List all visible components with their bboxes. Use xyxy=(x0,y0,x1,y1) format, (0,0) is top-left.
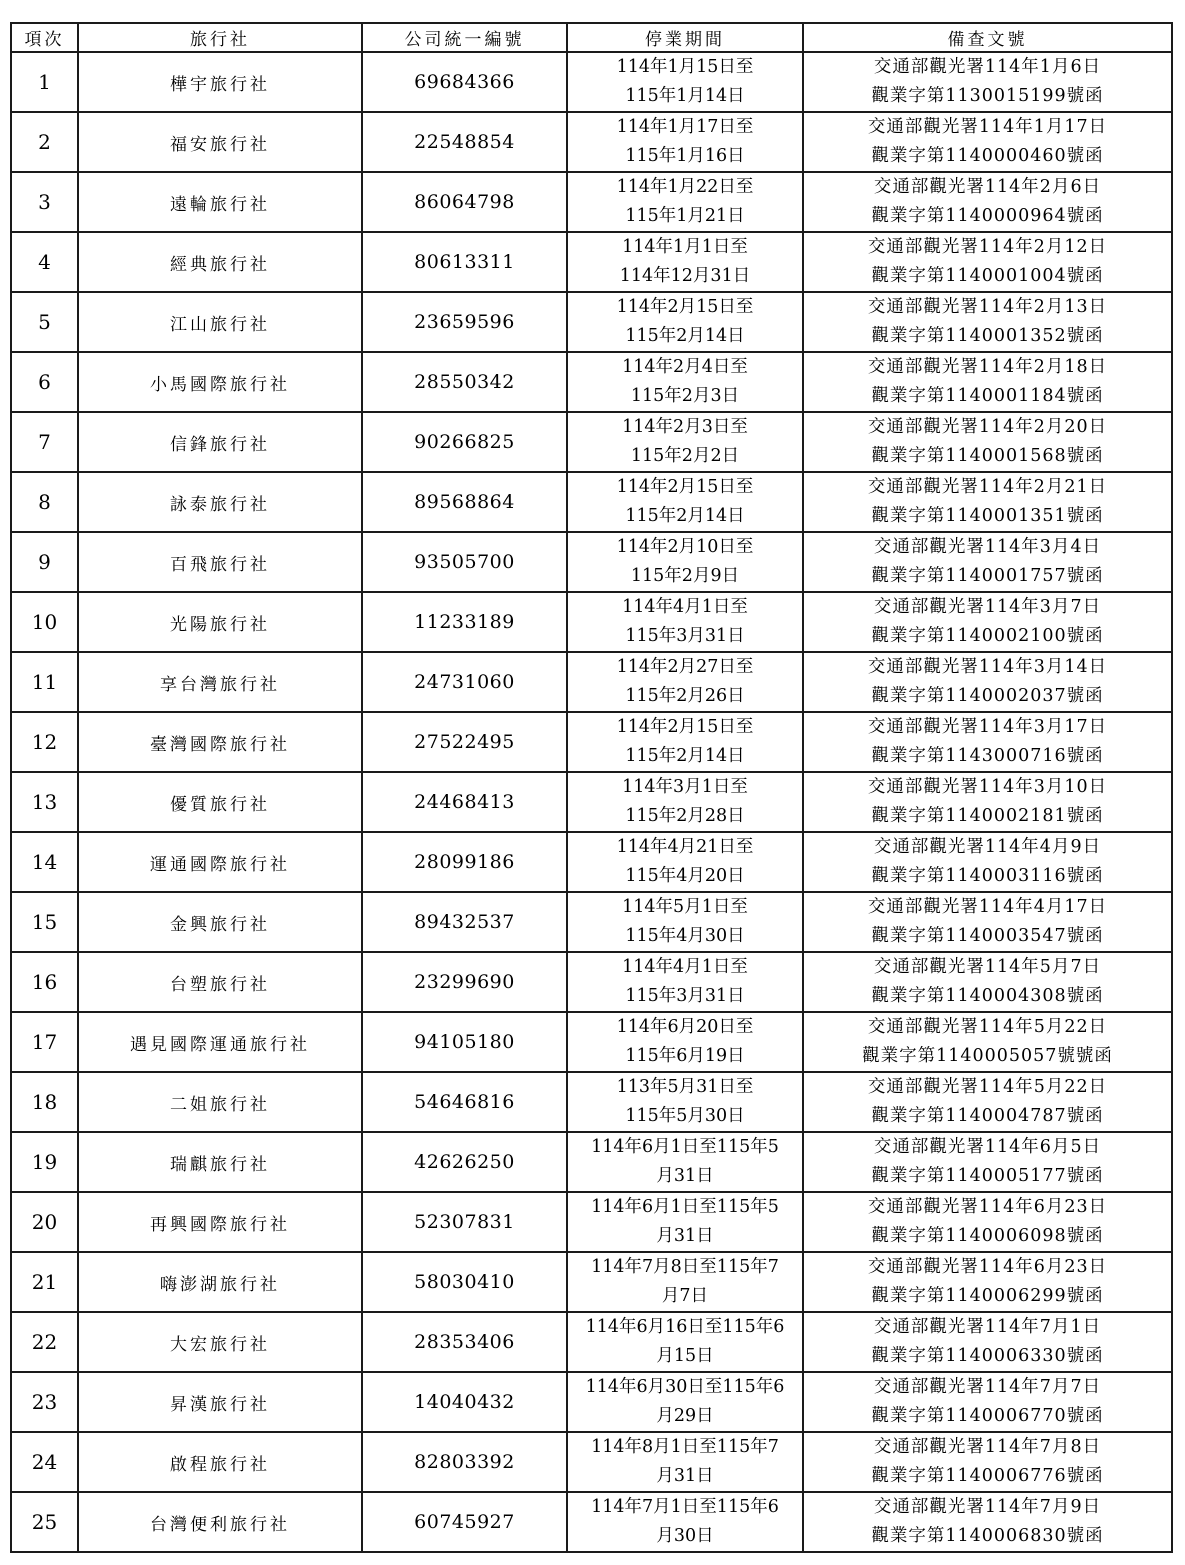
suspension-period xyxy=(567,1372,803,1432)
period-line-1: 113年5月31日至 xyxy=(616,1077,754,1097)
doc-line-1: 交通部觀光署114年5月7日 xyxy=(873,957,1102,977)
suspension-period xyxy=(567,1492,803,1552)
agency-name: 享台灣旅行社 xyxy=(78,652,362,712)
tax-id: 28099186 xyxy=(362,832,567,892)
tax-id: 42626250 xyxy=(362,1132,567,1192)
agency-name: 台塑旅行社 xyxy=(78,952,362,1012)
item-number: 9 xyxy=(11,532,78,592)
doc-line-1: 交通部觀光署114年6月5日 xyxy=(873,1137,1102,1157)
table-row xyxy=(11,1132,1172,1192)
doc-line-2: 觀業字第1140006299號函 xyxy=(871,1286,1104,1306)
table-row xyxy=(11,1372,1172,1432)
agency-name: 遠輪旅行社 xyxy=(78,172,362,232)
period-line-1: 114年6月20日至 xyxy=(616,1017,754,1037)
doc-line-2: 觀業字第1140001004號函 xyxy=(871,266,1104,286)
doc-line-2: 觀業字第1140001184號函 xyxy=(871,386,1104,406)
period-line-2: 115年2月14日 xyxy=(625,746,745,766)
header-row xyxy=(11,23,1172,52)
table-row xyxy=(11,1012,1172,1072)
item-number: 21 xyxy=(11,1252,78,1312)
doc-line-1: 交通部觀光署114年3月10日 xyxy=(867,777,1108,797)
period-line-1: 114年6月16日至115年6 xyxy=(585,1317,785,1337)
reference-doc xyxy=(803,1012,1172,1072)
period-line-2: 115年2月9日 xyxy=(630,566,740,586)
doc-line-2: 觀業字第1140003547號函 xyxy=(871,926,1104,946)
suspension-period xyxy=(567,1072,803,1132)
period-line-2: 月29日 xyxy=(656,1406,714,1426)
doc-line-2: 觀業字第1140004308號函 xyxy=(871,986,1104,1006)
doc-line-1: 交通部觀光署114年6月23日 xyxy=(867,1197,1108,1217)
tax-id: 14040432 xyxy=(362,1372,567,1432)
item-number: 10 xyxy=(11,592,78,652)
item-number: 13 xyxy=(11,772,78,832)
suspension-period xyxy=(567,712,803,772)
tax-id: 28353406 xyxy=(362,1312,567,1372)
doc-line-2: 觀業字第1140003116號函 xyxy=(871,866,1104,886)
doc-line-1: 交通部觀光署114年3月17日 xyxy=(867,717,1108,737)
reference-doc xyxy=(803,412,1172,472)
table-row xyxy=(11,832,1172,892)
agency-name: 詠泰旅行社 xyxy=(78,472,362,532)
tax-id: 82803392 xyxy=(362,1432,567,1492)
period-line-1: 114年6月1日至115年5 xyxy=(591,1137,779,1157)
item-number: 1 xyxy=(11,52,78,112)
suspension-period xyxy=(567,592,803,652)
period-line-1: 114年7月1日至115年6 xyxy=(591,1497,779,1517)
period-line-2: 115年2月3日 xyxy=(630,386,740,406)
item-number: 2 xyxy=(11,112,78,172)
reference-doc xyxy=(803,592,1172,652)
tax-id: 23299690 xyxy=(362,952,567,1012)
tax-id: 93505700 xyxy=(362,532,567,592)
doc-line-1: 交通部觀光署114年7月1日 xyxy=(873,1317,1102,1337)
item-number: 15 xyxy=(11,892,78,952)
tax-id: 89432537 xyxy=(362,892,567,952)
reference-doc xyxy=(803,892,1172,952)
agency-name: 福安旅行社 xyxy=(78,112,362,172)
header-agency: 旅行社 xyxy=(78,23,362,52)
period-line-2: 115年1月16日 xyxy=(625,146,745,166)
header-reference-doc: 備查文號 xyxy=(803,23,1172,52)
period-line-2: 115年1月14日 xyxy=(625,86,745,106)
doc-line-1: 交通部觀光署114年4月9日 xyxy=(873,837,1102,857)
table-row xyxy=(11,532,1172,592)
reference-doc xyxy=(803,712,1172,772)
suspension-period xyxy=(567,112,803,172)
suspension-period xyxy=(567,232,803,292)
item-number: 12 xyxy=(11,712,78,772)
doc-line-1: 交通部觀光署114年6月23日 xyxy=(867,1257,1108,1277)
table-row xyxy=(11,472,1172,532)
reference-doc xyxy=(803,952,1172,1012)
period-line-2: 115年3月31日 xyxy=(625,626,745,646)
tax-id: 89568864 xyxy=(362,472,567,532)
agency-name: 瑞麒旅行社 xyxy=(78,1132,362,1192)
doc-line-2: 觀業字第1140000964號函 xyxy=(871,206,1104,226)
reference-doc xyxy=(803,1312,1172,1372)
agency-name: 運通國際旅行社 xyxy=(78,832,362,892)
reference-doc xyxy=(803,1132,1172,1192)
agency-name: 再興國際旅行社 xyxy=(78,1192,362,1252)
period-line-1: 114年1月1日至 xyxy=(622,237,748,257)
item-number: 11 xyxy=(11,652,78,712)
reference-doc xyxy=(803,532,1172,592)
period-line-1: 114年8月1日至115年7 xyxy=(591,1437,779,1457)
item-number: 16 xyxy=(11,952,78,1012)
table-row xyxy=(11,292,1172,352)
doc-line-2: 觀業字第1140006776號函 xyxy=(871,1466,1104,1486)
period-line-2: 115年2月2日 xyxy=(630,446,740,466)
doc-line-1: 交通部觀光署114年3月4日 xyxy=(873,537,1102,557)
item-number: 8 xyxy=(11,472,78,532)
period-line-1: 114年6月30日至115年6 xyxy=(585,1377,785,1397)
agency-name: 臺灣國際旅行社 xyxy=(78,712,362,772)
agency-name: 光陽旅行社 xyxy=(78,592,362,652)
agency-name: 二姐旅行社 xyxy=(78,1072,362,1132)
reference-doc xyxy=(803,1072,1172,1132)
reference-doc xyxy=(803,52,1172,112)
reference-doc xyxy=(803,652,1172,712)
doc-line-1: 交通部觀光署114年1月17日 xyxy=(867,117,1108,137)
period-line-2: 115年2月28日 xyxy=(625,806,745,826)
agency-name: 優質旅行社 xyxy=(78,772,362,832)
period-line-1: 114年2月15日至 xyxy=(616,717,754,737)
doc-line-2: 觀業字第1140006098號函 xyxy=(871,1226,1104,1246)
suspension-period xyxy=(567,172,803,232)
agency-name: 嗨澎湖旅行社 xyxy=(78,1252,362,1312)
reference-doc xyxy=(803,472,1172,532)
item-number: 25 xyxy=(11,1492,78,1552)
period-line-2: 115年1月21日 xyxy=(625,206,745,226)
table-row xyxy=(11,352,1172,412)
reference-doc xyxy=(803,1372,1172,1432)
doc-line-2: 觀業字第1140005057號號函 xyxy=(862,1046,1113,1066)
doc-line-2: 觀業字第1140002100號函 xyxy=(871,626,1104,646)
doc-line-1: 交通部觀光署114年5月22日 xyxy=(867,1017,1108,1037)
header-item-no: 項次 xyxy=(11,23,78,52)
period-line-2: 月7日 xyxy=(661,1286,709,1306)
item-number: 18 xyxy=(11,1072,78,1132)
suspension-period xyxy=(567,1252,803,1312)
agency-name: 昇漢旅行社 xyxy=(78,1372,362,1432)
table-row xyxy=(11,172,1172,232)
item-number: 7 xyxy=(11,412,78,472)
header-tax-id: 公司統一編號 xyxy=(362,23,567,52)
doc-line-2: 觀業字第1143000716號函 xyxy=(871,746,1104,766)
table-row xyxy=(11,52,1172,112)
table-row xyxy=(11,1432,1172,1492)
doc-line-1: 交通部觀光署114年2月21日 xyxy=(867,477,1108,497)
period-line-1: 114年4月21日至 xyxy=(616,837,754,857)
item-number: 23 xyxy=(11,1372,78,1432)
doc-line-1: 交通部觀光署114年4月17日 xyxy=(867,897,1108,917)
doc-line-2: 觀業字第1140001568號函 xyxy=(871,446,1104,466)
item-number: 19 xyxy=(11,1132,78,1192)
period-line-1: 114年2月3日至 xyxy=(622,417,748,437)
reference-doc xyxy=(803,172,1172,232)
agency-name: 樺宇旅行社 xyxy=(78,52,362,112)
suspension-period xyxy=(567,472,803,532)
table-row xyxy=(11,712,1172,772)
tax-id: 60745927 xyxy=(362,1492,567,1552)
doc-line-1: 交通部觀光署114年7月8日 xyxy=(873,1437,1102,1457)
table-row xyxy=(11,652,1172,712)
period-line-2: 115年4月30日 xyxy=(625,926,745,946)
item-number: 6 xyxy=(11,352,78,412)
agency-name: 經典旅行社 xyxy=(78,232,362,292)
tax-id: 24468413 xyxy=(362,772,567,832)
table-row xyxy=(11,1252,1172,1312)
doc-line-2: 觀業字第1140001352號函 xyxy=(871,326,1104,346)
tax-id: 80613311 xyxy=(362,232,567,292)
table-row xyxy=(11,1192,1172,1252)
item-number: 14 xyxy=(11,832,78,892)
table-row xyxy=(11,592,1172,652)
table-row xyxy=(11,1072,1172,1132)
doc-line-2: 觀業字第1140006770號函 xyxy=(871,1406,1104,1426)
period-line-2: 月30日 xyxy=(656,1526,714,1546)
doc-line-1: 交通部觀光署114年2月20日 xyxy=(867,417,1108,437)
period-line-2: 115年2月14日 xyxy=(625,506,745,526)
period-line-2: 月31日 xyxy=(656,1226,714,1246)
period-line-1: 114年7月8日至115年7 xyxy=(591,1257,779,1277)
suspension-period xyxy=(567,832,803,892)
suspension-period xyxy=(567,1312,803,1372)
tax-id: 58030410 xyxy=(362,1252,567,1312)
doc-line-1: 交通部觀光署114年2月6日 xyxy=(873,177,1102,197)
period-line-2: 114年12月31日 xyxy=(619,266,751,286)
period-line-1: 114年5月1日至 xyxy=(622,897,748,917)
item-number: 3 xyxy=(11,172,78,232)
tax-id: 94105180 xyxy=(362,1012,567,1072)
period-line-2: 月15日 xyxy=(656,1346,714,1366)
table-row xyxy=(11,772,1172,832)
tax-id: 24731060 xyxy=(362,652,567,712)
table-row xyxy=(11,412,1172,472)
agency-name: 小馬國際旅行社 xyxy=(78,352,362,412)
period-line-1: 114年2月10日至 xyxy=(616,537,754,557)
period-line-1: 114年3月1日至 xyxy=(622,777,748,797)
doc-line-2: 觀業字第1140001757號函 xyxy=(871,566,1104,586)
agency-name: 啟程旅行社 xyxy=(78,1432,362,1492)
tax-id: 90266825 xyxy=(362,412,567,472)
doc-line-2: 觀業字第1140001351號函 xyxy=(871,506,1104,526)
period-line-1: 114年6月1日至115年5 xyxy=(591,1197,779,1217)
item-number: 20 xyxy=(11,1192,78,1252)
doc-line-1: 交通部觀光署114年2月13日 xyxy=(867,297,1108,317)
doc-line-2: 觀業字第1140000460號函 xyxy=(871,146,1104,166)
doc-line-1: 交通部觀光署114年1月6日 xyxy=(873,57,1102,77)
suspension-period xyxy=(567,52,803,112)
reference-doc xyxy=(803,772,1172,832)
suspension-period xyxy=(567,1432,803,1492)
suspension-period xyxy=(567,952,803,1012)
tax-id: 69684366 xyxy=(362,52,567,112)
table-row xyxy=(11,1492,1172,1552)
tax-id: 22548854 xyxy=(362,112,567,172)
tax-id: 23659596 xyxy=(362,292,567,352)
reference-doc xyxy=(803,112,1172,172)
item-number: 5 xyxy=(11,292,78,352)
travel-agency-suspension-table xyxy=(10,22,1173,1553)
agency-name: 信鋒旅行社 xyxy=(78,412,362,472)
period-line-2: 115年2月26日 xyxy=(625,686,745,706)
suspension-period xyxy=(567,352,803,412)
header-suspension-period: 停業期間 xyxy=(567,23,803,52)
period-line-1: 114年1月15日至 xyxy=(616,57,754,77)
period-line-1: 114年2月15日至 xyxy=(616,297,754,317)
table-header xyxy=(11,23,1172,52)
suspension-period xyxy=(567,1192,803,1252)
doc-line-2: 觀業字第1140005177號函 xyxy=(871,1166,1104,1186)
suspension-period xyxy=(567,892,803,952)
period-line-2: 115年4月20日 xyxy=(625,866,745,886)
period-line-2: 115年6月19日 xyxy=(625,1046,745,1066)
doc-line-1: 交通部觀光署114年7月7日 xyxy=(873,1377,1102,1397)
period-line-2: 月31日 xyxy=(656,1166,714,1186)
doc-line-1: 交通部觀光署114年3月14日 xyxy=(867,657,1108,677)
suspension-period xyxy=(567,1132,803,1192)
suspension-period xyxy=(567,1012,803,1072)
period-line-1: 114年2月27日至 xyxy=(616,657,754,677)
table-row xyxy=(11,112,1172,172)
tax-id: 28550342 xyxy=(362,352,567,412)
item-number: 22 xyxy=(11,1312,78,1372)
agency-name: 台灣便利旅行社 xyxy=(78,1492,362,1552)
table-row xyxy=(11,892,1172,952)
reference-doc xyxy=(803,1492,1172,1552)
period-line-1: 114年2月15日至 xyxy=(616,477,754,497)
reference-doc xyxy=(803,1192,1172,1252)
tax-id: 86064798 xyxy=(362,172,567,232)
doc-line-1: 交通部觀光署114年2月12日 xyxy=(867,237,1108,257)
doc-line-2: 觀業字第1140006830號函 xyxy=(871,1526,1104,1546)
period-line-2: 月31日 xyxy=(656,1466,714,1486)
period-line-1: 114年2月4日至 xyxy=(622,357,748,377)
period-line-1: 114年4月1日至 xyxy=(622,957,748,977)
suspension-period xyxy=(567,532,803,592)
item-number: 24 xyxy=(11,1432,78,1492)
period-line-1: 114年1月17日至 xyxy=(616,117,754,137)
doc-line-2: 觀業字第1130015199號函 xyxy=(871,86,1104,106)
reference-doc xyxy=(803,352,1172,412)
agency-name: 百飛旅行社 xyxy=(78,532,362,592)
doc-line-1: 交通部觀光署114年5月22日 xyxy=(867,1077,1108,1097)
item-number: 17 xyxy=(11,1012,78,1072)
period-line-1: 114年1月22日至 xyxy=(616,177,754,197)
agency-name: 遇見國際運通旅行社 xyxy=(78,1012,362,1072)
agency-name: 大宏旅行社 xyxy=(78,1312,362,1372)
reference-doc xyxy=(803,832,1172,892)
tax-id: 11233189 xyxy=(362,592,567,652)
doc-line-2: 觀業字第1140004787號函 xyxy=(871,1106,1104,1126)
tax-id: 54646816 xyxy=(362,1072,567,1132)
table-row xyxy=(11,1312,1172,1372)
period-line-1: 114年4月1日至 xyxy=(622,597,748,617)
suspension-period xyxy=(567,772,803,832)
period-line-2: 115年5月30日 xyxy=(625,1106,745,1126)
item-number: 4 xyxy=(11,232,78,292)
suspension-period xyxy=(567,412,803,472)
reference-doc xyxy=(803,232,1172,292)
doc-line-2: 觀業字第1140006330號函 xyxy=(871,1346,1104,1366)
doc-line-1: 交通部觀光署114年2月18日 xyxy=(867,357,1108,377)
table-body xyxy=(11,52,1172,1552)
suspension-period xyxy=(567,292,803,352)
period-line-2: 115年2月14日 xyxy=(625,326,745,346)
doc-line-2: 觀業字第1140002037號函 xyxy=(871,686,1104,706)
tax-id: 27522495 xyxy=(362,712,567,772)
period-line-2: 115年3月31日 xyxy=(625,986,745,1006)
reference-doc xyxy=(803,1432,1172,1492)
table-row xyxy=(11,952,1172,1012)
doc-line-2: 觀業字第1140002181號函 xyxy=(871,806,1104,826)
doc-line-1: 交通部觀光署114年7月9日 xyxy=(873,1497,1102,1517)
tax-id: 52307831 xyxy=(362,1192,567,1252)
reference-doc xyxy=(803,292,1172,352)
agency-name: 江山旅行社 xyxy=(78,292,362,352)
agency-name: 金興旅行社 xyxy=(78,892,362,952)
reference-doc xyxy=(803,1252,1172,1312)
doc-line-1: 交通部觀光署114年3月7日 xyxy=(873,597,1102,617)
suspension-period xyxy=(567,652,803,712)
document-sheet xyxy=(10,22,1173,1553)
table-row xyxy=(11,232,1172,292)
